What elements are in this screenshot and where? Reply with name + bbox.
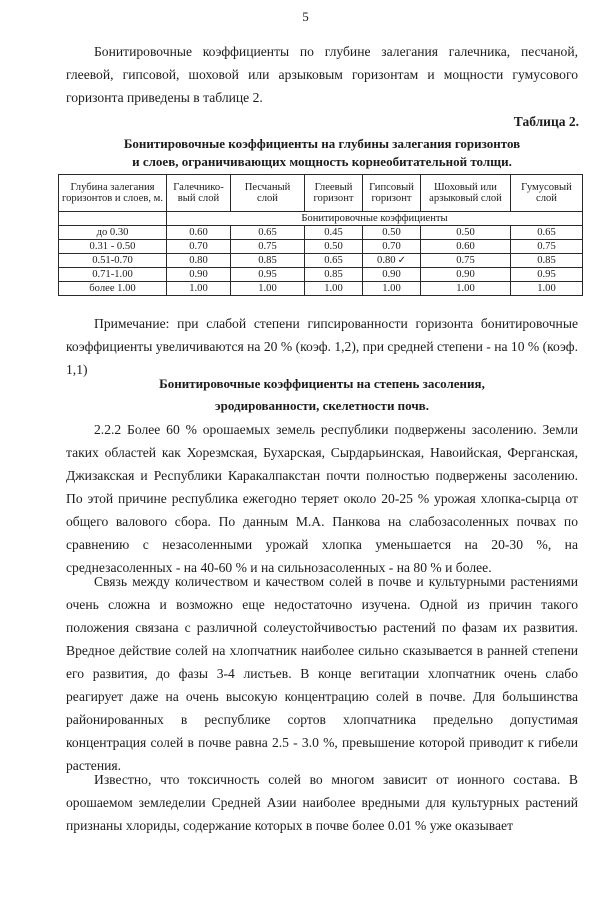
table-cell: 1.00 [363,282,421,296]
table-cell: 0.50 [305,240,363,254]
table-cell: 0.75 [421,254,511,268]
table-subheader-row [59,212,583,226]
table-cell: 0.50 [421,226,511,240]
table-row [59,240,583,254]
table-cell: 0.45 [305,226,363,240]
intro-paragraph: Бонитировочные коэффициенты по глубине залегания галечника, песчаной, глеевой, гипсовой, шоховой или арзыковым горизонтам и мощности гумусового горизонта приведены в таблице 2. [66,44,578,105]
table-cell: 0.75 [511,240,583,254]
table-cell: 0.70 [363,240,421,254]
header-gley: Глеевый горизонт [305,175,363,212]
table-cell: до 0.30 [59,226,167,240]
table-cell: 0.65 [231,226,305,240]
body-paragraph-2: Связь между количеством и качеством солей в почве и культурными растениями очень сложна и возможно еще недостаточно изучена. Одной из причин такого положения связана с различной солеустойчивостью растений по фазам их развития. Вредное действие солей на хлопчатник наиболее сильно сказывается в ранней степени его развития, до фазы 3-4 листьев. В конце вегитации хлопчатник очень слабо реагирует даже на очень высокую концентрацию солей в почве. Для большинства районированных в республике сортов хлопчатника предельно допустимая концентрация солей в почве равна 2.5 - 3.0 %, превышение которой приводит к гибели растения. [66,574,578,773]
header-sand: Песчаный слой [231,175,305,212]
header-gypsum: Гипсовый горизонт [363,175,421,212]
table-cell: 0.71-1.00 [59,268,167,282]
table-cell: 0.75 [231,240,305,254]
subheader-empty-cell [59,212,167,226]
table-cell: 0.80 [167,254,231,268]
table-header-row [59,175,583,212]
table-subheader: Бонитировочные коэффициенты [167,212,583,226]
table-cell: 0.95 [231,268,305,282]
body-paragraph-1: 2.2.2 Более 60 % орошаемых земель республики подвержены засолению. Земли таких областей как Хорезмская, Бухарская, Сырдарьинская, Навоийская, Ферганская, Джизакская и Республики Каракалпакстан почти полностью подвержены засолению. По этой причине республика ежегодно теряет около 20-25 % урожая хлопка-сырца от общего валового сбора. По данным М.А. Панкова на слабозасоленных почвах по сравнению с незасоленными урожай хлопка уменьшается на 20-30 %, на среднезасоленных - на 40-60 % и на сильнозасоленных - на 80 % и более. [66,422,578,575]
page-number: 5 [302,9,309,24]
section-title-line-1: Бонитировочные коэффициенты на степень засоления, [159,376,485,391]
table-row [59,268,583,282]
check-mark-icon: ✓ [397,255,406,266]
table-cell: 0.60 [421,240,511,254]
table-cell: 1.00 [167,282,231,296]
body-paragraph-3: Известно, что токсичность солей во многом зависит от ионного состава. В орошаемом земледелии Средней Азии наиболее вредными для культурных растений признаны хлориды, содержание которых в почве более 0.01 % уже оказывает [66,772,578,833]
table-cell: 0.90 [363,268,421,282]
table-cell: 0.60 [167,226,231,240]
table-cell: 0.90 [167,268,231,282]
table-cell: 0.85 [305,268,363,282]
table-title-line-1: Бонитировочные коэффициенты на глубины залегания горизонтов [123,136,521,151]
table-cell: 1.00 [421,282,511,296]
table-row [59,282,583,296]
table-cell: 0.95 [511,268,583,282]
header-depth: Глубина залегания горизонтов и слоев, м. [59,175,167,212]
header-humus: Гумусовый слой [511,175,583,212]
table-row [59,226,583,240]
table-cell: более 1.00 [59,282,167,296]
table-cell: 1.00 [231,282,305,296]
coefficient-table [58,174,583,296]
header-shokh: Шоховый или арзыковый слой [421,175,511,212]
table-caption: Таблица 2. [513,114,579,129]
table-cell: 0.65 [305,254,363,268]
section-title-line-2: эродированности, скелетности почв. [215,398,429,413]
note-paragraph: Примечание: при слабой степени гипсированности горизонта бонитировочные коэффициенты увеличиваются на 20 % (коэф. 1,2), при средней степени - на 10 % (коэф. 1,1) [66,316,578,377]
table-cell: 0.70 [167,240,231,254]
table-row [59,254,583,268]
table-cell: 0.50 [363,226,421,240]
table-cell: 0.85 [231,254,305,268]
table-cell: 1.00 [511,282,583,296]
table-cell-value: 0.80 [377,255,396,266]
table-cell: 1.00 [305,282,363,296]
table-cell: 0.31 - 0.50 [59,240,167,254]
table-cell-checked [363,254,421,268]
table-cell: 0.90 [421,268,511,282]
table-cell: 0.85 [511,254,583,268]
table-title-line-2: и слоев, ограничивающих мощность корнеобитательной толщи. [132,154,512,169]
header-gravel: Галечнико-вый слой [167,175,231,212]
table-cell: 0.65 [511,226,583,240]
table-cell: 0.51-0.70 [59,254,167,268]
